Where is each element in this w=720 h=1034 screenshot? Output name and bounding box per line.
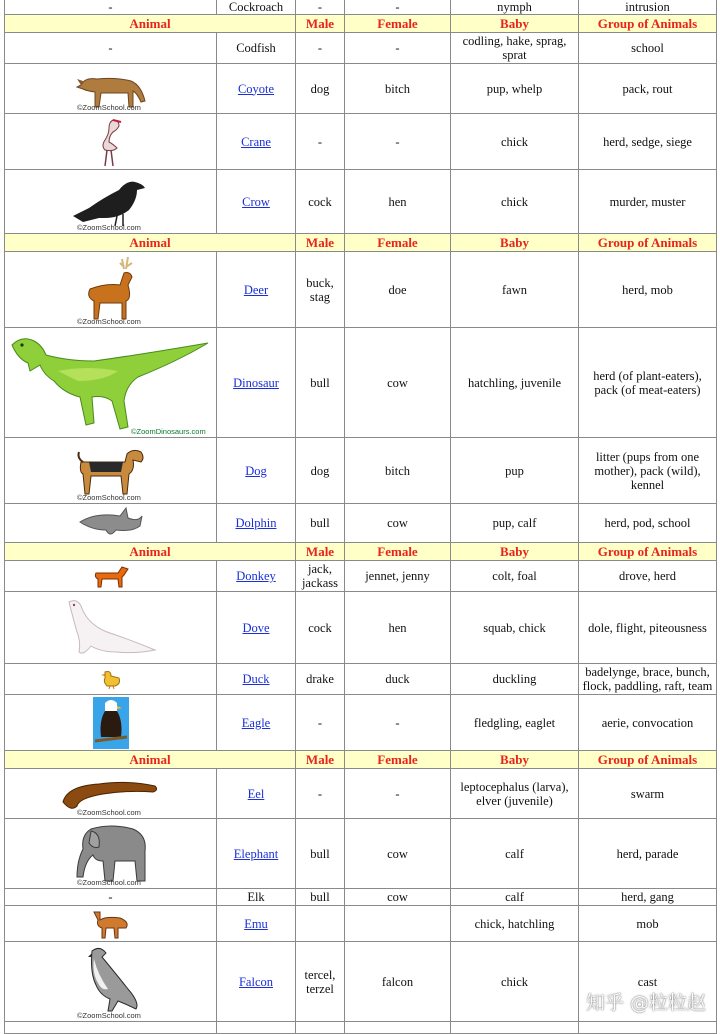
female-term: doe: [345, 252, 451, 328]
animal-link[interactable]: Donkey: [236, 569, 276, 583]
empty-cell: [296, 1022, 345, 1034]
group-term: murder, muster: [579, 170, 717, 234]
animal-link[interactable]: Crow: [242, 194, 270, 209]
empty-cell: [451, 1022, 579, 1034]
female-term: -: [345, 33, 451, 64]
male-term: -: [296, 769, 345, 819]
animal-image-cell: [5, 170, 217, 234]
baby-term: chick: [451, 942, 579, 1022]
baby-term: colt, foal: [451, 561, 579, 592]
female-term: [345, 906, 451, 942]
baby-term: chick, hatchling: [451, 906, 579, 942]
header-group: Group of Animals: [579, 15, 717, 33]
baby-term: calf: [451, 889, 579, 906]
male-term: dog: [296, 438, 345, 504]
group-term: herd, pod, school: [579, 504, 717, 543]
animal-image-cell: [5, 592, 217, 664]
male-term: [296, 906, 345, 942]
group-term: mob: [579, 906, 717, 942]
header-female: Female: [345, 234, 451, 252]
male-term: -: [296, 114, 345, 170]
male-term: cock: [296, 592, 345, 664]
table-row: [5, 0, 717, 15]
group-term: aerie, convocation: [579, 695, 717, 751]
baby-term: duckling: [451, 664, 579, 695]
header-baby: Baby: [451, 543, 579, 561]
dove-image: [61, 594, 161, 662]
header-male: Male: [296, 234, 345, 252]
animal-image-cell: [5, 328, 217, 438]
female-term: hen: [345, 592, 451, 664]
table-row: [5, 819, 717, 889]
animal-name-cell: [217, 664, 296, 695]
group-term: litter (pups from one mother), pack (wild), kennel: [579, 438, 717, 504]
female-term: -: [345, 695, 451, 751]
male-term: -: [296, 695, 345, 751]
group-term: school: [579, 33, 717, 64]
table-row: [5, 695, 717, 751]
group-term: swarm: [579, 769, 717, 819]
animal-name-cell: [217, 819, 296, 889]
animal-link[interactable]: Dog: [245, 463, 267, 478]
header-female: Female: [345, 751, 451, 769]
watermark: 知乎 @粒粒赵: [585, 992, 706, 1014]
donkey-image: [92, 563, 130, 589]
male-term: cock: [296, 170, 345, 234]
animal-name-cell: [217, 695, 296, 751]
animal-link[interactable]: Eagle: [241, 715, 271, 730]
animal-name-cell: [217, 252, 296, 328]
duck-image: [99, 668, 123, 690]
header-row: [5, 234, 717, 252]
animal-link[interactable]: Crane: [241, 134, 271, 149]
deer-image: [76, 255, 146, 325]
header-row: [5, 751, 717, 769]
female-term: cow: [345, 889, 451, 906]
animal-image-cell: [5, 695, 217, 751]
header-baby: Baby: [451, 751, 579, 769]
dolphin-image: [76, 506, 146, 540]
table-row: [5, 114, 717, 170]
table-row: [5, 438, 717, 504]
header-female: Female: [345, 543, 451, 561]
baby-term: nymph: [451, 0, 579, 15]
group-term: dole, flight, piteousness: [579, 592, 717, 664]
female-term: cow: [345, 328, 451, 438]
group-term: pack, rout: [579, 64, 717, 114]
table-row: [5, 906, 717, 942]
table-row: [5, 769, 717, 819]
crow-image: [69, 174, 153, 230]
table-row: [5, 592, 717, 664]
image-credit: ©ZoomSchool.com: [77, 878, 141, 887]
animal-names-table: [4, 0, 717, 1034]
baby-term: codling, hake, sprag, sprat: [451, 33, 579, 64]
table-row: [5, 504, 717, 543]
animal-link[interactable]: Coyote: [237, 81, 275, 96]
animal-name-cell: [217, 592, 296, 664]
animal-image-cell: [5, 664, 217, 695]
header-baby: Baby: [451, 234, 579, 252]
animal-name-cell: [217, 942, 296, 1022]
table-row: [5, 1022, 717, 1034]
dinosaur-image: [8, 331, 216, 435]
image-credit: ©ZoomDinosaurs.com: [131, 427, 206, 436]
animal-link[interactable]: Dove: [242, 620, 270, 635]
baby-term: pup: [451, 438, 579, 504]
empty-cell: [345, 1022, 451, 1034]
baby-term: pup, calf: [451, 504, 579, 543]
female-term: -: [345, 114, 451, 170]
animal-image-cell: [5, 942, 217, 1022]
animal-name-cell: [217, 64, 296, 114]
male-term: bull: [296, 504, 345, 543]
group-term: intrusion: [579, 0, 717, 15]
group-term: herd, sedge, siege: [579, 114, 717, 170]
animal-image-placeholder: -: [5, 33, 217, 64]
header-animal: Animal: [5, 234, 296, 252]
animal-image-placeholder: -: [5, 889, 217, 906]
group-term: badelynge, brace, bunch, flock, paddling, raft, team: [579, 664, 717, 695]
male-term: -: [296, 33, 345, 64]
animal-name: Cockroach: [217, 0, 296, 15]
baby-term: calf: [451, 819, 579, 889]
eagle-image: [93, 697, 129, 749]
image-credit: ©ZoomSchool.com: [77, 317, 141, 326]
female-term: jennet, jenny: [345, 561, 451, 592]
animal-link[interactable]: Falcon: [238, 974, 274, 989]
animal-link[interactable]: Deer: [243, 282, 269, 297]
table-row: [5, 561, 717, 592]
header-group: Group of Animals: [579, 234, 717, 252]
table-row: [5, 252, 717, 328]
male-term: buck, stag: [296, 252, 345, 328]
group-term: herd, parade: [579, 819, 717, 889]
female-term: cow: [345, 819, 451, 889]
female-term: bitch: [345, 64, 451, 114]
header-animal: Animal: [5, 751, 296, 769]
group-term: cast: [579, 942, 717, 1022]
table-row: [5, 64, 717, 114]
image-credit: ©ZoomSchool.com: [77, 493, 141, 502]
animal-name-cell: [217, 438, 296, 504]
header-male: Male: [296, 543, 345, 561]
animal-link[interactable]: Elephant: [233, 846, 279, 861]
emu-image: [90, 908, 132, 940]
female-term: cow: [345, 504, 451, 543]
male-term: bull: [296, 819, 345, 889]
table-row: [5, 664, 717, 695]
animal-image-cell: [5, 906, 217, 942]
table-row: [5, 170, 717, 234]
animal-link[interactable]: Eel: [247, 786, 265, 801]
elephant-image: [71, 821, 151, 887]
baby-term: chick: [451, 170, 579, 234]
male-term: bull: [296, 889, 345, 906]
header-baby: Baby: [451, 15, 579, 33]
animal-name-cell: [217, 561, 296, 592]
crane-image: [91, 116, 131, 168]
table-row: [5, 889, 717, 906]
image-credit: ©ZoomSchool.com: [77, 103, 141, 112]
group-term: drove, herd: [579, 561, 717, 592]
female-term: bitch: [345, 438, 451, 504]
baby-term: fawn: [451, 252, 579, 328]
male-term: dog: [296, 64, 345, 114]
header-row: [5, 543, 717, 561]
table-row: [5, 328, 717, 438]
animal-name-cell: [217, 328, 296, 438]
empty-cell: [217, 1022, 296, 1034]
header-animal: Animal: [5, 543, 296, 561]
animal-name-cell: [217, 504, 296, 543]
female-term: falcon: [345, 942, 451, 1022]
baby-term: chick: [451, 114, 579, 170]
female-term: hen: [345, 170, 451, 234]
baby-term: squab, chick: [451, 592, 579, 664]
header-female: Female: [345, 15, 451, 33]
animal-image-cell: [5, 504, 217, 543]
animal-name-cell: [217, 170, 296, 234]
animal-image-cell: [5, 252, 217, 328]
animal-name: Codfish: [217, 33, 296, 64]
falcon-image: [78, 945, 144, 1019]
animal-image-cell: [5, 769, 217, 819]
empty-cell: [5, 1022, 217, 1034]
dog-image: [75, 442, 147, 500]
animal-link[interactable]: Dinosaur: [233, 375, 279, 390]
header-male: Male: [296, 15, 345, 33]
animal-name-cell: [217, 906, 296, 942]
animal-image-cell: [5, 114, 217, 170]
animal-image-cell: [5, 561, 217, 592]
animal-image-cell: [5, 438, 217, 504]
header-group: Group of Animals: [579, 543, 717, 561]
table-row: [5, 33, 717, 64]
animal-name-cell: [217, 769, 296, 819]
animal-image-placeholder: -: [5, 0, 217, 15]
baby-term: leptocephalus (larva), elver (juvenile): [451, 769, 579, 819]
female-term: -: [345, 0, 451, 15]
group-term: herd, gang: [579, 889, 717, 906]
image-credit: ©ZoomSchool.com: [77, 223, 141, 232]
header-group: Group of Animals: [579, 751, 717, 769]
header-male: Male: [296, 751, 345, 769]
animal-image-cell: [5, 819, 217, 889]
group-term: herd, mob: [579, 252, 717, 328]
image-credit: ©ZoomSchool.com: [77, 808, 141, 817]
male-term: tercel, terzel: [296, 942, 345, 1022]
male-term: -: [296, 0, 345, 15]
baby-term: hatchling, juvenile: [451, 328, 579, 438]
baby-term: pup, whelp: [451, 64, 579, 114]
image-credit: ©ZoomSchool.com: [77, 1011, 141, 1020]
empty-cell: [579, 1022, 717, 1034]
female-term: -: [345, 769, 451, 819]
animal-name-cell: [217, 114, 296, 170]
male-term: bull: [296, 328, 345, 438]
male-term: drake: [296, 664, 345, 695]
header-row: [5, 15, 717, 33]
animal-name: Elk: [217, 889, 296, 906]
group-term: herd (of plant-eaters), pack (of meat-eaters): [579, 328, 717, 438]
baby-term: fledgling, eaglet: [451, 695, 579, 751]
female-term: duck: [345, 664, 451, 695]
animal-link[interactable]: Duck: [242, 672, 270, 686]
animal-link[interactable]: Dolphin: [235, 516, 277, 530]
header-animal: Animal: [5, 15, 296, 33]
male-term: jack, jackass: [296, 561, 345, 592]
animal-link[interactable]: Emu: [244, 916, 268, 931]
animal-image-cell: [5, 64, 217, 114]
